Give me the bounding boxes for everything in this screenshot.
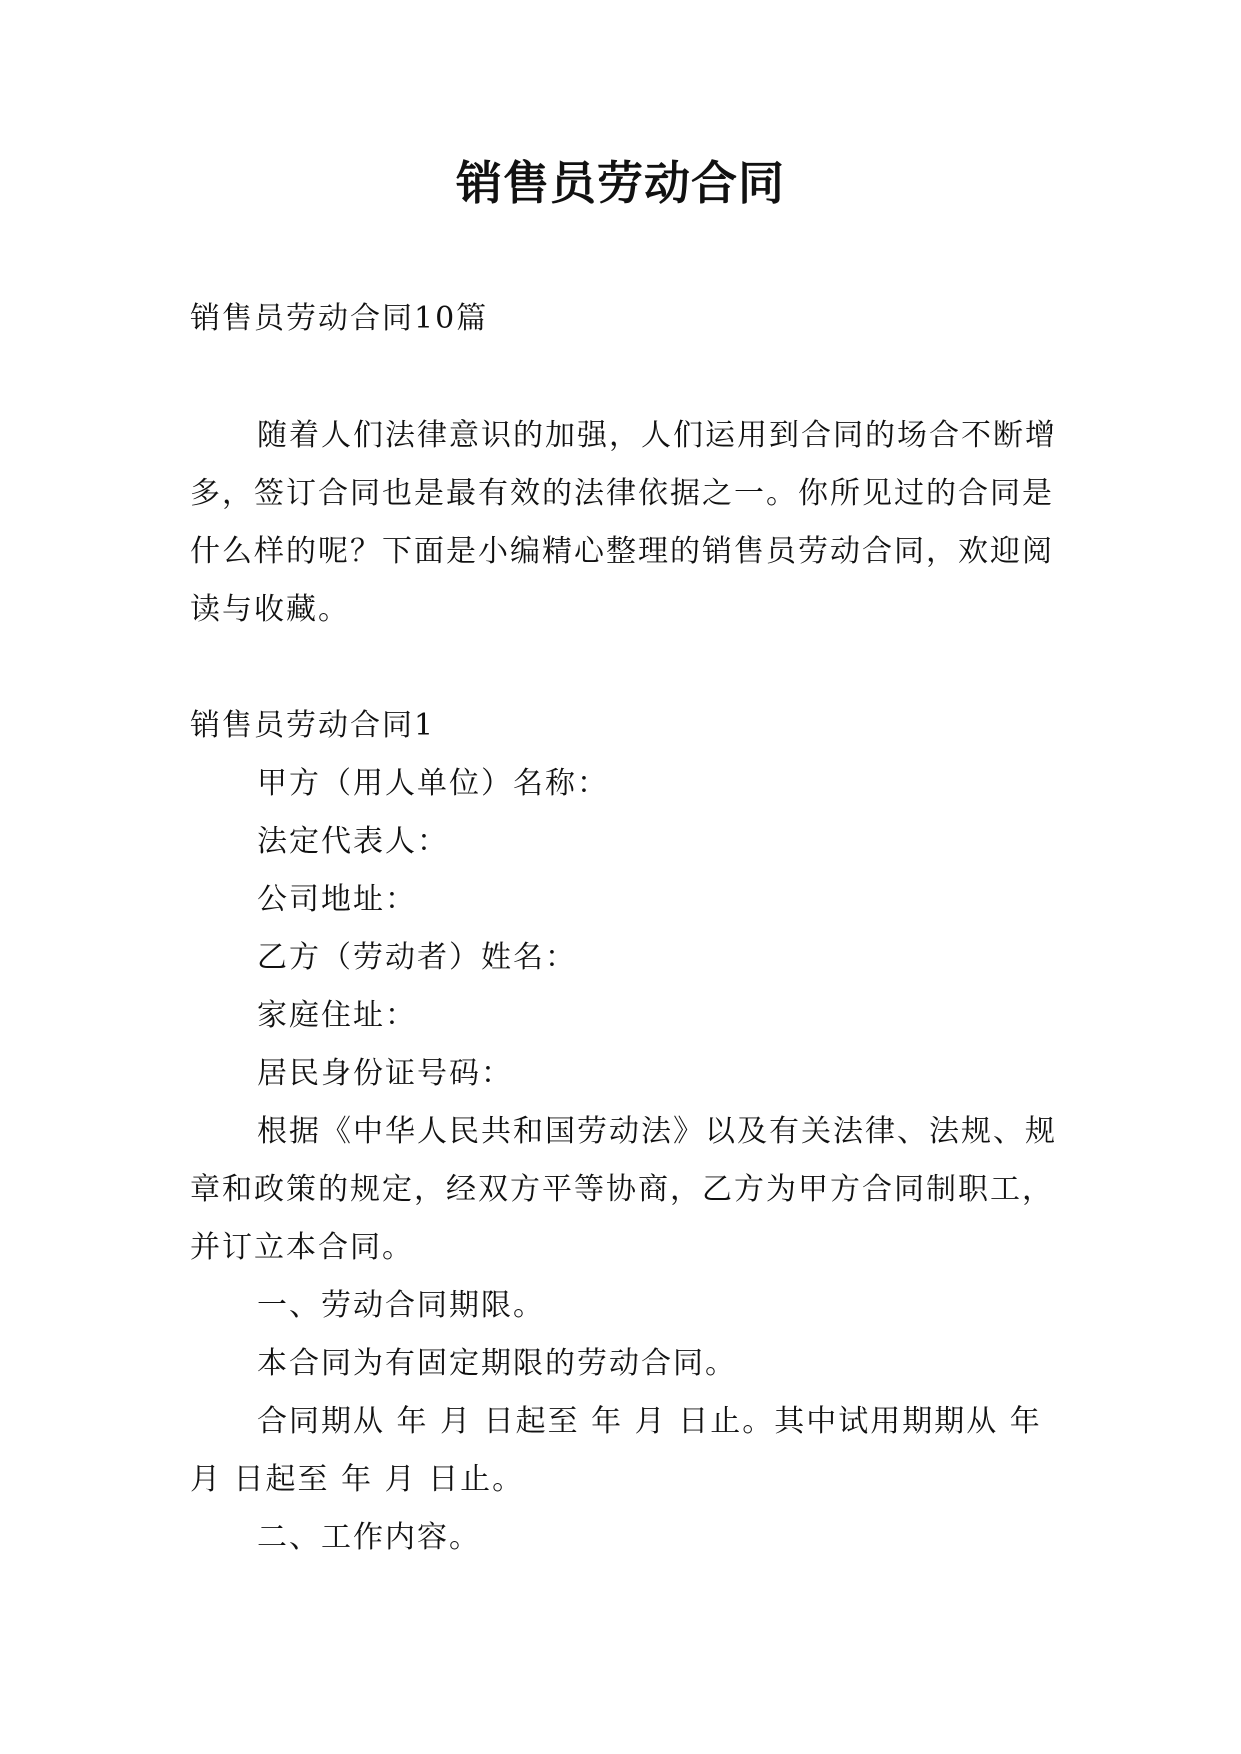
party-b-name-field: 乙方（劳动者）姓名：	[257, 940, 577, 975]
intro-paragraph	[190, 407, 1070, 639]
intro-text: 随着人们法律意识的加强，人们运用到合同的场合不断增多，签订合同也是最有效的法律依据之一。你所见过的合同是什么样的呢？下面是小编精心整理的销售员劳动合同，欢迎阅读与收藏。	[190, 418, 1057, 627]
clause-1-period: 合同期从 年 月 日起至 年 月 日止。其中试用期期从 年 月 日起至 年 月 日止。	[190, 1404, 1042, 1497]
contract-section-1	[190, 697, 1070, 1567]
party-a-name-field: 甲方（用人单位）名称：	[257, 766, 609, 801]
document-title: 销售员劳动合同	[456, 156, 785, 210]
legal-representative-field: 法定代表人：	[257, 824, 449, 859]
document-subtitle	[190, 290, 1070, 348]
id-number-field: 居民身份证号码：	[257, 1056, 513, 1091]
subtitle-text: 销售员劳动合同10篇	[190, 301, 489, 336]
legal-basis-paragraph: 根据《中华人民共和国劳动法》以及有关法律、法规、规章和政策的规定，经双方平等协商，乙方为甲方合同制职工，并订立本合同。	[190, 1114, 1057, 1265]
clause-2-heading: 二、工作内容。	[257, 1520, 481, 1555]
company-address-field: 公司地址：	[257, 882, 417, 917]
clause-1-type: 本合同为有固定期限的劳动合同。	[257, 1346, 737, 1381]
clause-1-heading: 一、劳动合同期限。	[257, 1288, 545, 1323]
section-heading: 销售员劳动合同1	[190, 708, 436, 743]
home-address-field: 家庭住址：	[257, 998, 417, 1033]
